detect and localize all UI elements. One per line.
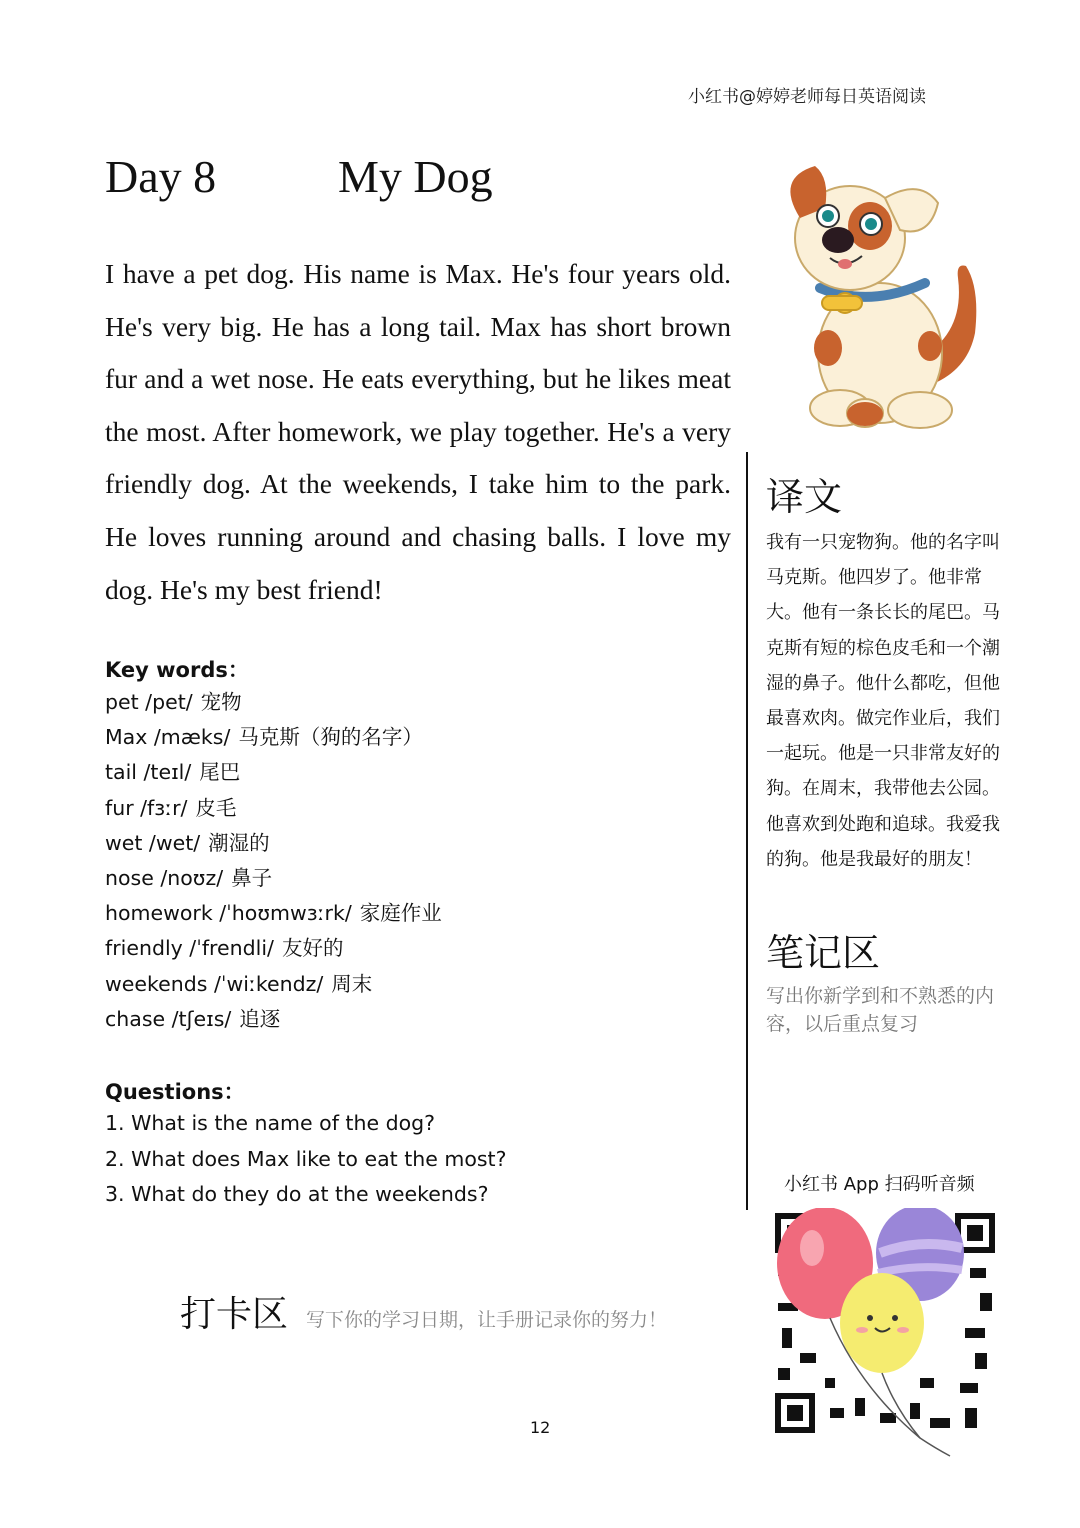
keyword-meaning: 友好的 (281, 936, 344, 961)
keyword-meaning: 皮毛 (195, 795, 237, 820)
keyword-term: nose /noʊz/ (105, 865, 224, 890)
keyword-meaning: 周末 (331, 971, 373, 996)
list-item (105, 931, 442, 966)
qr-label: 小红书 App 扫码听音频 (784, 1174, 975, 1195)
column-divider (746, 452, 748, 1210)
list-item (105, 720, 442, 755)
keyword-term: weekends /ˈwiːkendz/ (105, 971, 324, 996)
list-item (105, 1002, 442, 1037)
keyword-term: Max /mæks/ (105, 725, 231, 750)
checkin-hint: 写下你的学习日期，让手册记录你的努力！ (306, 1309, 668, 1331)
keyword-term: wet /wet/ (105, 830, 201, 855)
questions-list (105, 1106, 506, 1213)
story-paragraph: I have a pet dog. His name is Max. He's four years old. He's very big. He has a long tail. Max has short brown fur and a wet nose. He eats everything, but he likes meat the most. After homework, we play together. He's a very friendly dog. At the weekends, I take him to the park. He loves running around and chasing balls. I love my dog. He's my best friend! (105, 258, 731, 605)
translation-heading: 译文 (766, 475, 843, 519)
checkin-section (180, 1286, 667, 1337)
keyword-meaning: 家庭作业 (359, 901, 442, 926)
page-number: 12 (530, 1418, 551, 1437)
translation-text: 我有一只宠物狗。他的名字叫马克斯。他四岁了。他非常大。他有一条长长的尾巴。马克斯有短的棕色皮毛和一个潮湿的鼻子。他什么都吃，但他最喜欢肉。做完作业后，我们一起玩。他是一只非常友好的狗。在周末，我带他去公园。他喜欢到处跑和追球。我爱我的狗。他是我最好的朋友！ (766, 532, 1000, 870)
question-item: 3. What do they do at the weekends? (105, 1182, 489, 1206)
keyword-term: friendly /ˈfrendli/ (105, 936, 274, 961)
list-item (105, 826, 442, 861)
notes-heading: 笔记区 (766, 931, 881, 975)
keyword-meaning: 鼻子 (231, 865, 273, 890)
keyword-meaning: 潮湿的 (208, 830, 270, 855)
day-label: Day 8 (105, 151, 217, 202)
keyword-term: pet /pet/ (105, 690, 193, 714)
keyword-meaning: 追逐 (239, 1006, 281, 1031)
dog-illustration (770, 158, 985, 440)
keywords-heading: Key words： (105, 658, 249, 682)
keywords-list (105, 685, 442, 1037)
list-item (105, 967, 442, 1002)
list-item (105, 861, 442, 896)
keyword-term: chase /tʃeɪs/ (105, 1006, 232, 1031)
list-item (105, 685, 442, 720)
list-item (105, 791, 442, 826)
keyword-meaning: 尾巴 (199, 760, 241, 785)
keyword-term: homework /ˈhoʊmwɜːrk/ (105, 901, 352, 926)
header-note: 小红书@婷婷老师每日英语阅读 (688, 87, 926, 107)
qr-code[interactable] (770, 1208, 1000, 1458)
keyword-term: fur /fɜːr/ (105, 795, 188, 820)
checkin-title: 打卡区 (180, 1294, 289, 1335)
list-item (105, 755, 442, 790)
keyword-meaning: 马克斯（狗的名字） (238, 725, 423, 750)
question-item: 2. What does Max like to eat the most? (105, 1146, 507, 1171)
list-item (105, 896, 442, 931)
keyword-term: tail /teɪl/ (105, 760, 192, 785)
question-item: 1. What is the name of the dog? (105, 1111, 436, 1135)
keyword-meaning: 宠物 (200, 690, 242, 714)
notes-hint: 写出你新学到和不熟悉的内容，以后重点复习 (766, 985, 995, 1035)
lesson-title: My Dog (338, 151, 493, 202)
questions-heading: Questions： (105, 1080, 245, 1104)
